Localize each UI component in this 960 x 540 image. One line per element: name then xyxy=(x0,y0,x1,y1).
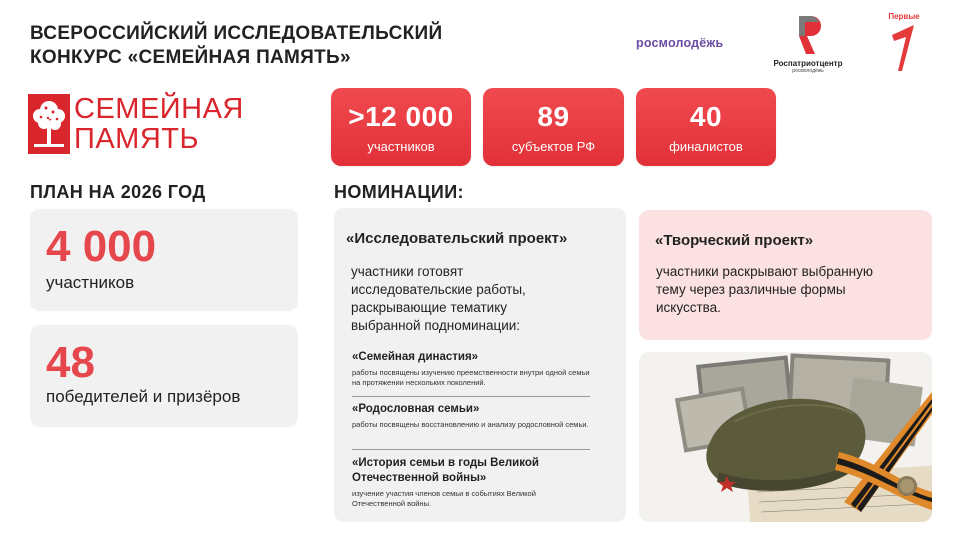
rospatriotcentr-emblem-icon xyxy=(793,14,823,56)
stat-label: субъектов РФ xyxy=(511,139,596,154)
stat-label: финалистов xyxy=(669,139,743,154)
subnomination-desc: работы посвящены изучению преемственности внутри одной семьи на протяжении нескольких поколений. xyxy=(352,368,590,387)
logo-text xyxy=(74,94,244,154)
subnomination-title: «Родословная семьи» xyxy=(352,403,480,415)
page-title-line1: ВСЕРОССИЙСКИЙ ИССЛЕДОВАТЕЛЬСКИЙ xyxy=(30,23,443,44)
subnomination-title: «Семейная династия» xyxy=(352,351,479,363)
plan-card-winners xyxy=(30,325,298,427)
research-desc: участники готовят исследовательские работы, раскрывающие тематику выбранной подноминации: xyxy=(351,264,526,333)
creative-nomination-card xyxy=(639,210,932,340)
plan-card-participants xyxy=(30,209,298,311)
semeynaya-pamyat-logo xyxy=(28,93,244,156)
logo-line1: СЕМЕЙНАЯ xyxy=(74,93,244,125)
plan-label: участников xyxy=(46,273,135,292)
page-title xyxy=(30,22,500,70)
pervye-emblem-icon xyxy=(884,21,924,73)
rospatriotcentr-name: Роспатриотцентр xyxy=(773,59,843,68)
pervye-name: Первые xyxy=(888,12,920,21)
stat-label: участников xyxy=(367,139,435,154)
subnomination-item xyxy=(352,456,562,509)
stat-value: >12 000 xyxy=(348,101,454,132)
page-title-line2: КОНКУРС «СЕМЕЙНАЯ ПАМЯТЬ» xyxy=(30,47,351,68)
rospatriotcentr-logo xyxy=(772,14,844,80)
subnomination-item xyxy=(352,402,592,430)
rosmolodezh-logo: росмолодёжь xyxy=(636,36,724,50)
creative-desc: участники раскрывают выбранную тему через различные формы искусства. xyxy=(656,264,874,315)
rospatriotcentr-sub: росмолодёжь xyxy=(792,68,824,74)
nominations-title: НОМИНАЦИИ: xyxy=(334,182,464,202)
stat-value: 89 xyxy=(537,101,570,132)
pervye-logo xyxy=(878,12,930,78)
stat-finalists xyxy=(636,88,776,166)
military-cap-photo xyxy=(639,352,932,522)
research-nomination-card xyxy=(334,208,626,522)
subnomination-item xyxy=(352,350,592,388)
divider xyxy=(352,449,590,450)
plan-value: 48 xyxy=(46,338,95,387)
divider xyxy=(352,396,590,397)
logo-line2: ПАМЯТЬ xyxy=(74,123,200,155)
subnomination-title: «История семьи в годы Великой Отечественной войны» xyxy=(352,457,539,484)
plan-title: ПЛАН НА 2026 ГОД xyxy=(30,182,206,202)
subnomination-desc: работы посвящены восстановлению и анализу родословной семьи. xyxy=(352,420,589,429)
creative-title: «Творческий проект» xyxy=(655,232,814,249)
stat-participants xyxy=(331,88,471,166)
plan-label: победителей и призёров xyxy=(46,387,241,406)
plan-value: 4 000 xyxy=(46,222,157,271)
subnomination-desc: изучение участия членов семьи в событиях Великой Отечественной войны. xyxy=(352,489,536,508)
stat-value: 40 xyxy=(689,101,723,132)
stat-regions xyxy=(483,88,624,166)
pilotka-ribbon-illustration xyxy=(639,352,932,522)
research-title: «Исследовательский проект» xyxy=(346,230,568,247)
tree-icon xyxy=(28,94,70,154)
